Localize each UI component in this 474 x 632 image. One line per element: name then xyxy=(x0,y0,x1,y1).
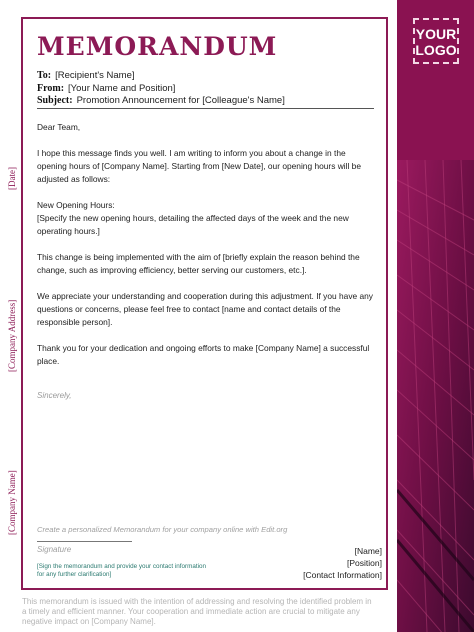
memo-body xyxy=(37,121,377,381)
from-value: [Your Name and Position] xyxy=(68,83,176,94)
paragraph-2 xyxy=(37,199,377,238)
contact-name: [Name] xyxy=(354,546,382,556)
side-company-address: [Company Address] xyxy=(7,299,17,372)
footer-note: This memorandum is issued with the intention of addressing and resolving the identified problem in a timely and efficient manner. Your cooperation and immediate action are crucial to mitigate any negative impact on [Company Name]. xyxy=(22,597,372,626)
logo-placeholder xyxy=(413,18,459,64)
paragraph-4: We appreciate your understanding and cooperation during this adjustment. If you have any questions or concerns, please feel free to contact [name and contact details of the responsible person]. xyxy=(37,291,373,327)
hours-heading: New Opening Hours: xyxy=(37,200,115,210)
side-band xyxy=(397,0,474,632)
from-label: From: xyxy=(37,83,65,94)
hours-detail: [Specify the new opening hours, detailing the affected days of the week and the new operating hours.] xyxy=(37,213,349,236)
paragraph-3: This change is being implemented with the aim of [briefly explain the reason behind the change, such as improving efficiency, better serving our customers, etc.]. xyxy=(37,252,360,275)
from-line xyxy=(37,83,175,94)
signature-line xyxy=(37,541,132,542)
signature-label: Signature xyxy=(37,545,72,554)
memo-title: MEMORANDUM xyxy=(37,32,278,61)
contact-info: [Contact Information] xyxy=(303,570,382,580)
contact-block xyxy=(303,545,382,581)
to-line xyxy=(37,70,135,81)
paragraph-1: I hope this message finds you well. I am writing to inform you about a change in the opening hours of [Company Name]. Starting from [New Date], our opening hours will be adjusted as follows: xyxy=(37,148,361,184)
side-date: [Date] xyxy=(7,167,17,190)
subject-label: Subject: xyxy=(37,95,73,106)
header-divider xyxy=(37,108,374,109)
greeting: Dear Team, xyxy=(37,122,81,132)
signature-note: [Sign the memorandum and provide your contact information for any further clarification] xyxy=(37,563,207,578)
logo-line2: LOGO xyxy=(415,42,457,58)
subject-value: Promotion Announcement for [Colleague's Name] xyxy=(76,95,285,106)
contact-position: [Position] xyxy=(347,558,382,568)
paragraph-5: Thank you for your dedication and ongoing efforts to make [Company Name] a successful place. xyxy=(37,343,370,366)
to-label: To: xyxy=(37,70,52,81)
to-value: [Recipient's Name] xyxy=(55,70,135,81)
logo-line1: YOUR xyxy=(415,26,457,42)
side-company-name: [Company Name] xyxy=(7,470,17,535)
promo-text: Create a personalized Memorandum for your company online with Edit.org xyxy=(37,525,288,534)
subject-line xyxy=(37,95,285,106)
closing: Sincerely, xyxy=(37,391,72,400)
building-photo xyxy=(397,160,474,632)
